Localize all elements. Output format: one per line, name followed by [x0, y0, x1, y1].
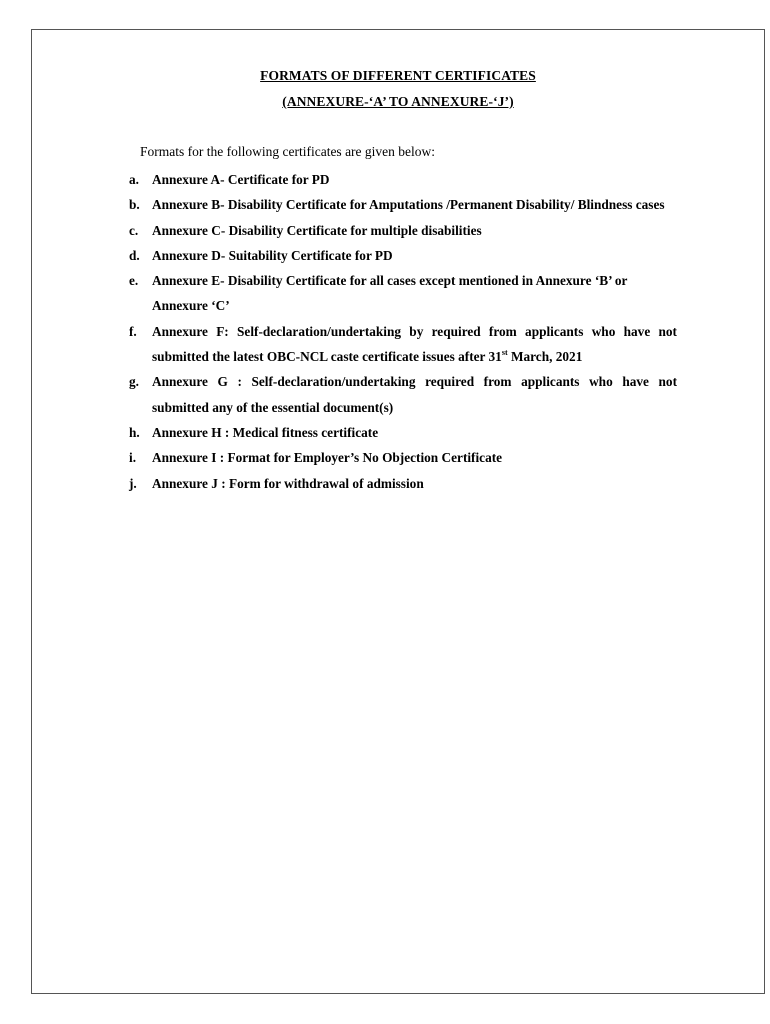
annexure-list [129, 167, 677, 496]
list-item-text: Annexure F: Self-declaration/undertaking by required from applicants who have not submitted the latest OBC-NCL caste certificate issues after 31 [152, 323, 677, 365]
list-marker: h. [129, 424, 140, 440]
list-item-a [129, 167, 677, 192]
list-item-text: Annexure D- Suitability Certificate for PD [152, 247, 393, 263]
document-title: FORMATS OF DIFFERENT CERTIFICATES [260, 68, 536, 83]
document-page [31, 29, 765, 994]
list-marker: b. [129, 197, 140, 213]
list-item-g [129, 369, 677, 420]
list-item-text-continued: March, 2021 [507, 349, 583, 365]
list-marker: a. [129, 172, 139, 187]
list-marker: e. [129, 273, 139, 289]
list-item-text: Annexure A- Certificate for PD [152, 172, 330, 187]
list-marker: d. [129, 247, 140, 263]
list-marker: f. [129, 323, 137, 339]
intro-text: Formats for the following certificates are given below: [140, 144, 436, 159]
list-item-d [129, 243, 677, 268]
list-marker: i. [129, 450, 137, 466]
list-item-text: Annexure G : Self-declaration/undertaking required from applicants who have not submitted any of the essential document(s) [152, 374, 677, 415]
superscript: st [501, 347, 508, 357]
list-item-text: Annexure E- Disability Certificate for all cases except mentioned in Annexure ‘B’ or Annexure ‘C’ [152, 273, 628, 314]
list-item-c [129, 218, 677, 243]
list-item-text: Annexure B- Disability Certificate for Amputations /Permanent Disability/ Blindness cases [152, 197, 665, 213]
list-item-j [129, 471, 677, 496]
list-marker: j. [129, 475, 137, 491]
list-item-e [129, 268, 677, 319]
list-marker: c. [129, 222, 139, 238]
list-item-b [129, 192, 677, 217]
list-marker: g. [129, 374, 139, 390]
list-item-f [129, 319, 677, 370]
list-item-i [129, 445, 677, 470]
list-item-text: Annexure J : Form for withdrawal of admission [152, 475, 424, 491]
list-item-h [129, 420, 677, 445]
list-item-text: Annexure H : Medical fitness certificate [152, 424, 379, 440]
list-item-text: Annexure I : Format for Employer’s No Objection Certificate [152, 450, 503, 466]
list-item-text: Annexure C- Disability Certificate for multiple disabilities [152, 222, 482, 238]
document-subtitle: (ANNEXURE-‘A’ TO ANNEXURE-‘J’) [282, 94, 514, 109]
